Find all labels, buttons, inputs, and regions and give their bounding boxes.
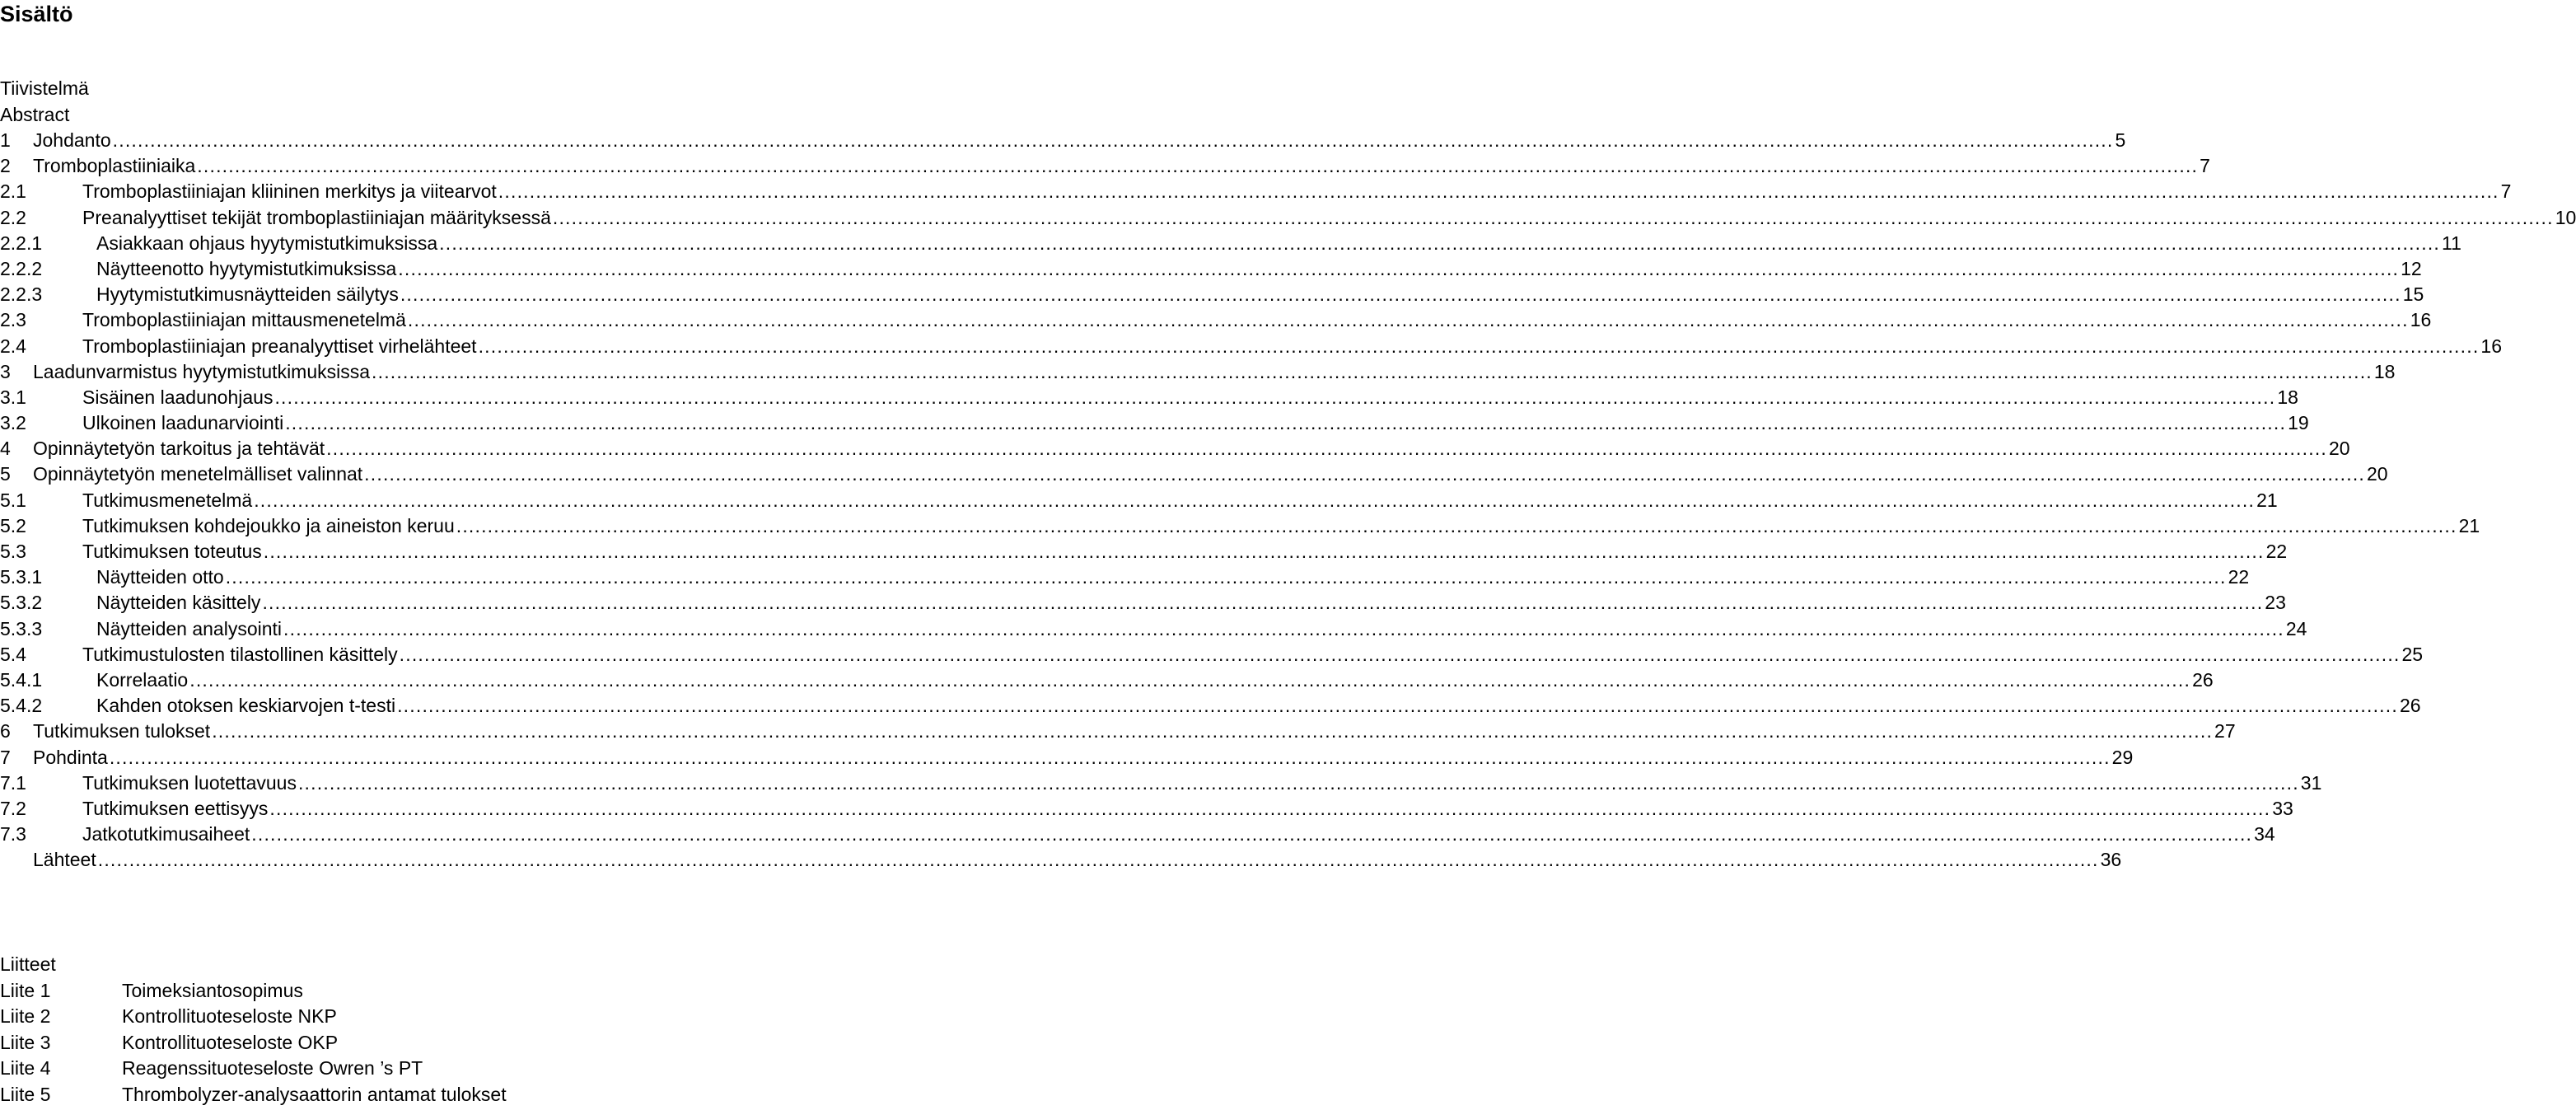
toc-entry[interactable] bbox=[0, 488, 2278, 513]
toc-entry-page: 34 bbox=[2254, 823, 2275, 845]
toc-entry[interactable] bbox=[0, 822, 2275, 847]
dot-leader bbox=[110, 745, 2111, 770]
toc-entry-page: 18 bbox=[2277, 386, 2298, 408]
toc-entry-page: 16 bbox=[2480, 335, 2503, 357]
toc-entry-number: 2.2.1 bbox=[0, 232, 43, 254]
toc-entry-page: 18 bbox=[2373, 360, 2396, 382]
toc-entry[interactable] bbox=[0, 256, 2422, 282]
dot-leader bbox=[364, 461, 2365, 487]
dot-leader bbox=[400, 642, 2401, 667]
toc-entry-page: 29 bbox=[2111, 746, 2134, 768]
toc-entry-title: Tutkimuksen tulokset bbox=[33, 720, 211, 742]
appendix-title: Thrombolyzer-analysaattorin antamat tulokset bbox=[122, 1083, 507, 1105]
toc-entry[interactable] bbox=[0, 642, 2424, 667]
toc-entry[interactable] bbox=[0, 282, 2424, 307]
dot-leader bbox=[498, 179, 2499, 204]
toc-entry[interactable] bbox=[0, 385, 2298, 410]
toc-entry-title: Laadunvarmistus hyytymistutkimuksissa bbox=[33, 360, 371, 382]
appendix-id: Liite 5 bbox=[0, 1083, 51, 1105]
toc-entry-title: Lähteet bbox=[33, 849, 96, 871]
dot-leader bbox=[298, 770, 2299, 796]
toc-entry-title: Tromboplastiiniajan preanalyyttiset virhelähteet bbox=[82, 335, 477, 357]
toc-entry[interactable] bbox=[0, 719, 2236, 744]
dot-leader bbox=[283, 616, 2284, 642]
appendix-id: Liite 2 bbox=[0, 1005, 51, 1028]
toc-entry-page: 26 bbox=[2192, 668, 2214, 691]
toc-entry-page: 5 bbox=[2115, 129, 2126, 151]
toc-entry-title: Sisäinen laadunohjaus bbox=[82, 386, 273, 408]
toc-entry-number: 1 bbox=[0, 129, 11, 151]
page-title: Sisältö bbox=[0, 2, 73, 26]
toc-entry-number: 5.4.2 bbox=[0, 695, 43, 717]
appendix-id: Liite 4 bbox=[0, 1057, 51, 1080]
toc-entry-page: 20 bbox=[2367, 463, 2388, 485]
toc-entry-number: 2.2.3 bbox=[0, 283, 43, 306]
table-of-contents bbox=[0, 128, 2576, 873]
toc-entry-title: Hyytymistutkimusnäytteiden säilytys bbox=[96, 283, 399, 306]
toc-entry-title: Näytteiden analysointi bbox=[96, 617, 283, 639]
dot-leader bbox=[226, 564, 2227, 590]
toc-entry[interactable] bbox=[0, 307, 2432, 333]
toc-entry-number: 5 bbox=[0, 463, 11, 485]
toc-entry-title: Pohdinta bbox=[33, 746, 108, 768]
dot-leader bbox=[264, 539, 2265, 564]
toc-entry-page: 27 bbox=[2214, 720, 2236, 742]
toc-entry-title: Jatkotutkimusaiheet bbox=[82, 823, 250, 845]
toc-entry-page: 15 bbox=[2402, 283, 2424, 306]
dot-leader bbox=[285, 410, 2286, 436]
toc-entry-title: Tromboplastiiniajan kliininen merkitys ja viitearvot bbox=[82, 180, 497, 203]
toc-entry-number: 5.3.3 bbox=[0, 617, 43, 639]
toc-entry-number: 6 bbox=[0, 720, 11, 742]
toc-entry-number: 2 bbox=[0, 155, 11, 177]
dot-leader bbox=[189, 667, 2190, 693]
front-matter-abstract-en: Abstract bbox=[0, 104, 70, 125]
front-matter-abstract-fi: Tiivistelmä bbox=[0, 77, 89, 99]
toc-entry-number: 7 bbox=[0, 746, 11, 768]
toc-entry-title: Tutkimuksen toteutus bbox=[82, 541, 262, 562]
toc-entry-title: Asiakkaan ohjaus hyytymistutkimuksissa bbox=[96, 232, 438, 254]
toc-entry-number: 3 bbox=[0, 360, 11, 382]
dot-leader bbox=[251, 822, 2252, 847]
toc-entry-number: 5.4 bbox=[0, 643, 26, 665]
toc-entry[interactable] bbox=[0, 616, 2307, 642]
toc-entry-number: 5.3.2 bbox=[0, 592, 43, 614]
toc-entry[interactable] bbox=[0, 564, 2250, 590]
toc-entry-number: 7.1 bbox=[0, 771, 26, 794]
toc-entry-page: 11 bbox=[2442, 232, 2461, 254]
toc-entry-number: 2.4 bbox=[0, 335, 26, 357]
toc-entry[interactable] bbox=[0, 590, 2286, 616]
toc-entry-number: 2.3 bbox=[0, 309, 26, 331]
appendix-id: Liite 1 bbox=[0, 979, 51, 1001]
toc-entry[interactable] bbox=[0, 359, 2396, 385]
toc-entry-number: 5.1 bbox=[0, 489, 26, 511]
toc-entry[interactable] bbox=[0, 179, 2512, 204]
toc-entry-title: Näytteenotto hyytymistutkimuksissa bbox=[96, 257, 397, 279]
dot-leader bbox=[212, 719, 2213, 744]
toc-entry-number: 7.3 bbox=[0, 823, 26, 845]
toc-entry[interactable] bbox=[0, 231, 2461, 256]
toc-entry-page: 36 bbox=[2100, 849, 2122, 871]
toc-entry[interactable] bbox=[0, 436, 2350, 461]
toc-entry-page: 26 bbox=[2399, 695, 2421, 717]
toc-entry-page: 24 bbox=[2285, 617, 2307, 639]
toc-entry-page: 10 bbox=[2555, 206, 2576, 228]
toc-entry[interactable] bbox=[0, 334, 2503, 359]
toc-entry-number: 5.2 bbox=[0, 514, 26, 536]
toc-entry-title: Ulkoinen laadunarviointi bbox=[82, 412, 284, 434]
toc-entry[interactable] bbox=[0, 847, 2122, 873]
appendix-heading-label: Liitteet bbox=[0, 953, 56, 975]
toc-entry-page: 12 bbox=[2401, 257, 2422, 279]
toc-entry[interactable] bbox=[0, 410, 2309, 436]
toc-entry[interactable] bbox=[0, 205, 2576, 231]
dot-leader bbox=[372, 359, 2373, 385]
toc-entry-page: 19 bbox=[2288, 412, 2309, 434]
dot-leader bbox=[254, 488, 2255, 513]
dot-leader bbox=[397, 693, 2398, 719]
dot-leader bbox=[398, 256, 2399, 282]
toc-entry-page: 23 bbox=[2265, 592, 2286, 614]
dot-leader bbox=[408, 307, 2409, 333]
toc-entry-number: 2.2 bbox=[0, 206, 26, 228]
toc-entry-title: Tutkimuksen eettisyys bbox=[82, 797, 269, 819]
toc-entry-number: 2.1 bbox=[0, 180, 26, 203]
toc-entry-title: Preanalyyttiset tekijät tromboplastiiniajan määrityksessä bbox=[82, 206, 551, 228]
toc-entry-title: Johdanto bbox=[33, 129, 111, 151]
toc-entry-number: 4 bbox=[0, 438, 11, 460]
toc-entry-page: 7 bbox=[2200, 155, 2210, 177]
toc-entry-title: Tutkimuksen kohdejoukko ja aineiston keruu bbox=[82, 514, 455, 536]
toc-entry-title: Näytteiden käsittely bbox=[96, 592, 261, 614]
toc-entry-page: 16 bbox=[2410, 309, 2432, 331]
toc-entry-page: 25 bbox=[2401, 643, 2424, 665]
toc-entry[interactable] bbox=[0, 745, 2134, 770]
toc-entry-page: 22 bbox=[2228, 566, 2250, 588]
toc-entry-page: 21 bbox=[2256, 489, 2278, 511]
dot-leader bbox=[113, 128, 2114, 153]
toc-entry-page: 33 bbox=[2272, 797, 2293, 819]
toc-entry-page: 7 bbox=[2500, 180, 2512, 203]
dot-leader bbox=[439, 231, 2440, 256]
toc-entry-number: 3.2 bbox=[0, 412, 26, 434]
dot-leader bbox=[400, 282, 2401, 307]
toc-entry-page: 22 bbox=[2265, 541, 2288, 562]
dot-leader bbox=[456, 513, 2457, 539]
appendix-id: Liite 3 bbox=[0, 1031, 51, 1053]
appendix-title: Reagenssituoteseloste Owren ’s PT bbox=[122, 1057, 423, 1080]
toc-entry[interactable] bbox=[0, 461, 2388, 487]
toc-entry[interactable] bbox=[0, 796, 2293, 822]
toc-entry-number: 5.3.1 bbox=[0, 566, 43, 588]
toc-entry-title: Opinnäytetyön menetelmälliset valinnat bbox=[33, 463, 363, 485]
dot-leader bbox=[98, 847, 2099, 873]
toc-entry-page: 21 bbox=[2458, 514, 2480, 536]
toc-entry[interactable] bbox=[0, 513, 2480, 539]
toc-entry[interactable] bbox=[0, 128, 2126, 153]
toc-entry-page: 20 bbox=[2329, 438, 2350, 460]
dot-leader bbox=[274, 385, 2275, 410]
toc-entry-number: 3.1 bbox=[0, 386, 26, 408]
toc-entry-title: Näytteiden otto bbox=[96, 566, 224, 588]
toc-entry-number: 7.2 bbox=[0, 797, 26, 819]
toc-entry[interactable] bbox=[0, 693, 2421, 719]
appendix-title: Kontrollituoteseloste NKP bbox=[122, 1005, 337, 1028]
toc-entry[interactable] bbox=[0, 153, 2210, 179]
toc-entry-number: 2.2.2 bbox=[0, 257, 43, 279]
dot-leader bbox=[269, 796, 2270, 822]
dot-leader bbox=[326, 436, 2327, 461]
toc-entry[interactable] bbox=[0, 770, 2322, 796]
toc-entry-title: Tutkimusmenetelmä bbox=[82, 489, 253, 511]
toc-entry-title: Opinnäytetyön tarkoitus ja tehtävät bbox=[33, 438, 325, 460]
dot-leader bbox=[553, 205, 2554, 231]
dot-leader bbox=[262, 590, 2263, 616]
toc-entry-title: Tutkimuksen luotettavuus bbox=[82, 771, 297, 794]
toc-entry-title: Tutkimustulosten tilastollinen käsittely bbox=[82, 643, 398, 665]
toc-entry-number: 5.3 bbox=[0, 541, 26, 562]
toc-entry-title: Tromboplastiiniaika bbox=[33, 155, 196, 177]
appendix-title: Toimeksiantosopimus bbox=[122, 979, 303, 1001]
toc-entry-title: Korrelaatio bbox=[96, 668, 189, 691]
toc-entry[interactable] bbox=[0, 667, 2214, 693]
toc-entry[interactable] bbox=[0, 539, 2288, 564]
toc-entry-title: Kahden otoksen keskiarvojen t-testi bbox=[96, 695, 396, 717]
toc-entry-title: Tromboplastiiniajan mittausmenetelmä bbox=[82, 309, 406, 331]
dot-leader bbox=[197, 153, 2198, 179]
dot-leader bbox=[479, 334, 2480, 359]
appendix-title: Kontrollituoteseloste OKP bbox=[122, 1031, 339, 1053]
toc-entry-page: 31 bbox=[2300, 771, 2322, 794]
toc-entry-number: 5.4.1 bbox=[0, 668, 43, 691]
